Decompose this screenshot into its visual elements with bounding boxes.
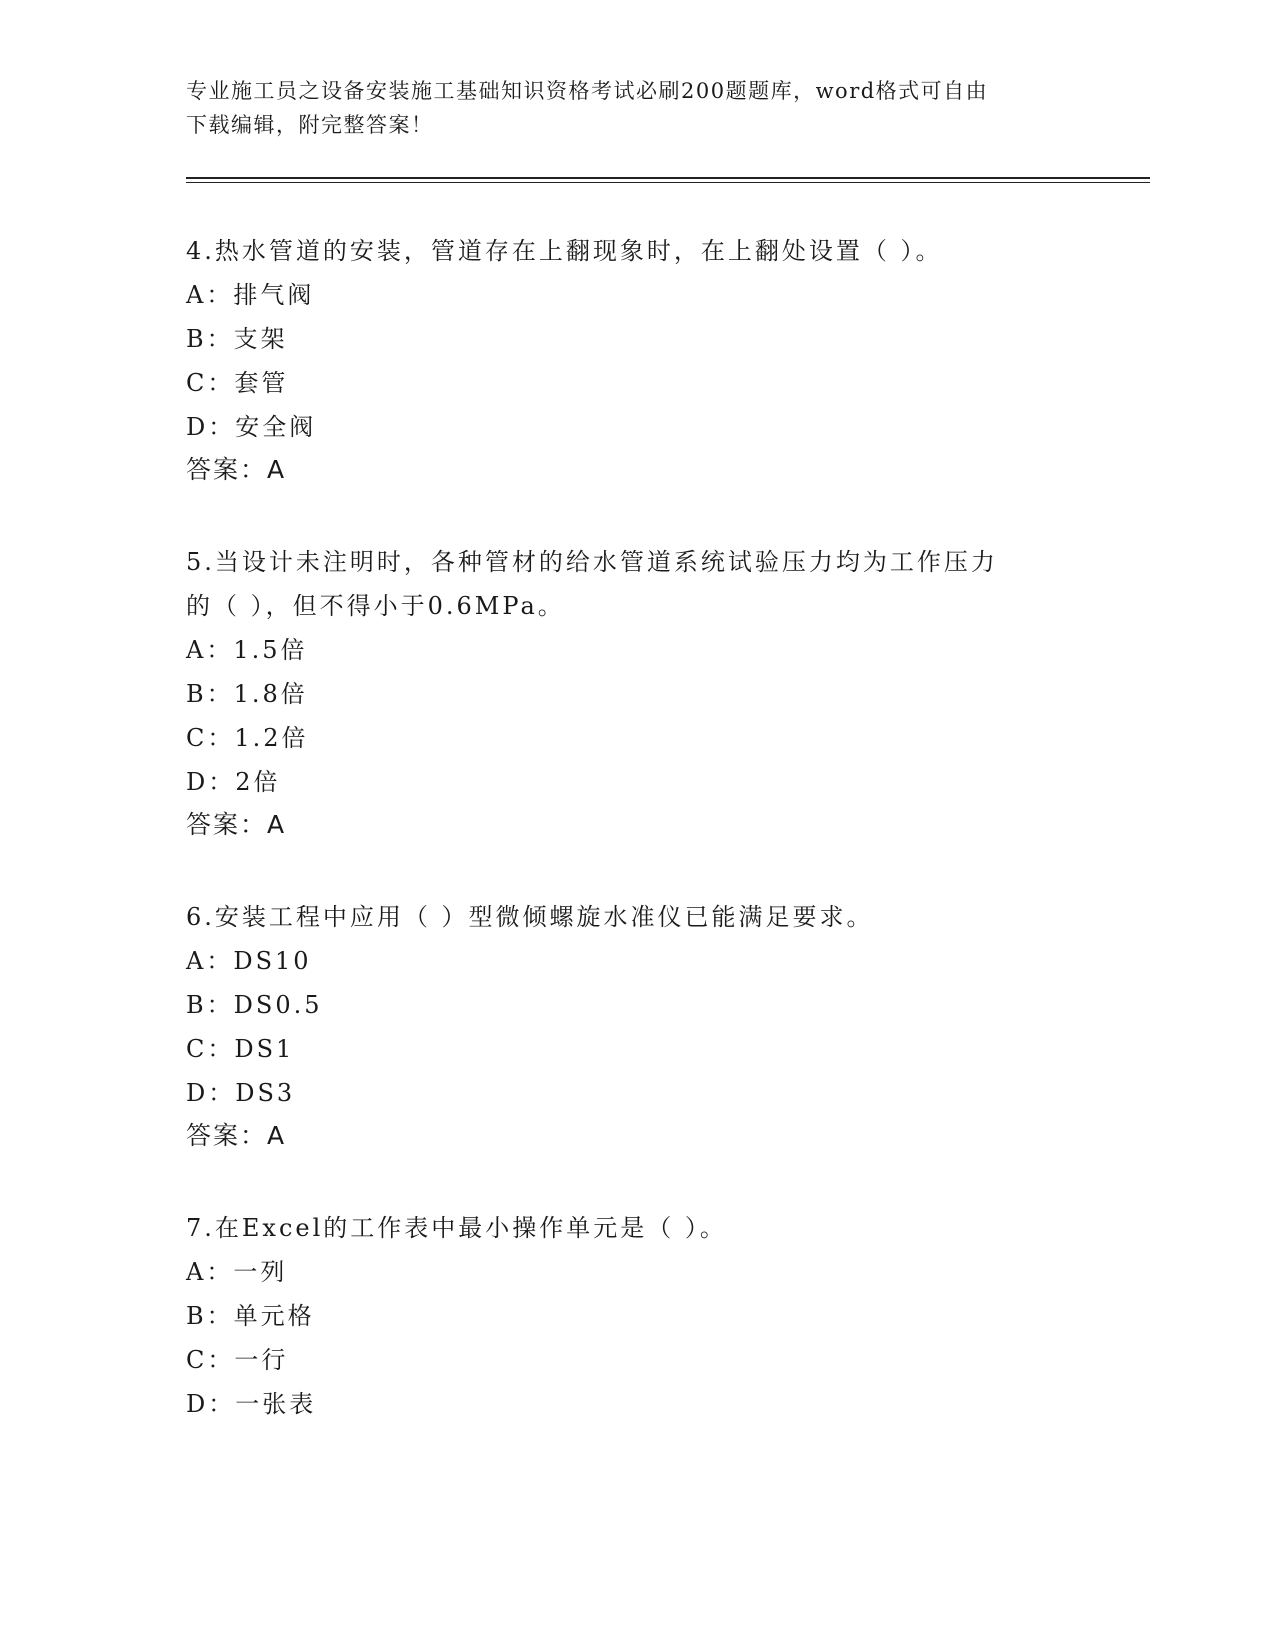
- question-5-answer: 答案：A: [186, 810, 287, 839]
- question-6-option-d: D：DS3: [186, 1079, 296, 1107]
- question-5-option-c: C：1.2倍: [186, 724, 309, 752]
- header-rule-thin: [186, 182, 1150, 183]
- question-5-option-d: D：2倍: [186, 768, 281, 796]
- question-5-stem-line-2: 的（ ），但不得小于0.6MPa。: [186, 592, 565, 620]
- question-7-option-c: C：一行: [186, 1346, 289, 1374]
- question-7-option-b: B：单元格: [186, 1302, 315, 1330]
- question-6-option-a: A：DS10: [186, 947, 312, 975]
- question-5-option-b: B：1.8倍: [186, 680, 308, 708]
- question-4-option-a: A：排气阀: [186, 281, 315, 309]
- question-4-option-d: D：安全阀: [186, 413, 317, 441]
- header-line-2: 下载编辑，附完整答案！: [186, 113, 434, 137]
- question-5-option-a: A：1.5倍: [186, 636, 308, 664]
- question-7-option-d: D：一张表: [186, 1390, 317, 1418]
- question-6-option-b: B：DS0.5: [186, 991, 323, 1019]
- header-rule-thick: [186, 177, 1150, 179]
- question-7-option-a: A：一列: [186, 1258, 288, 1286]
- header-line-1: 专业施工员之设备安装施工基础知识资格考试必刷200题题库，word格式可自由: [186, 79, 989, 103]
- question-4-option-c: C：套管: [186, 369, 289, 397]
- question-6-option-c: C：DS1: [186, 1035, 295, 1063]
- document-header: [186, 74, 1086, 142]
- question-4-option-b: B：支架: [186, 325, 288, 353]
- question-5-stem-line-1: 5.当设计未注明时，各种管材的给水管道系统试验压力均为工作压力: [186, 548, 998, 576]
- question-4-stem: 4.热水管道的安装，管道存在上翻现象时，在上翻处设置（ ）。: [186, 237, 943, 265]
- question-7-stem: 7.在Excel的工作表中最小操作单元是（ ）。: [186, 1214, 727, 1242]
- question-6-stem: 6.安装工程中应用（ ）型微倾螺旋水准仪已能满足要求。: [186, 903, 874, 931]
- question-4-answer: 答案：A: [186, 455, 287, 484]
- question-6-answer: 答案：A: [186, 1121, 287, 1150]
